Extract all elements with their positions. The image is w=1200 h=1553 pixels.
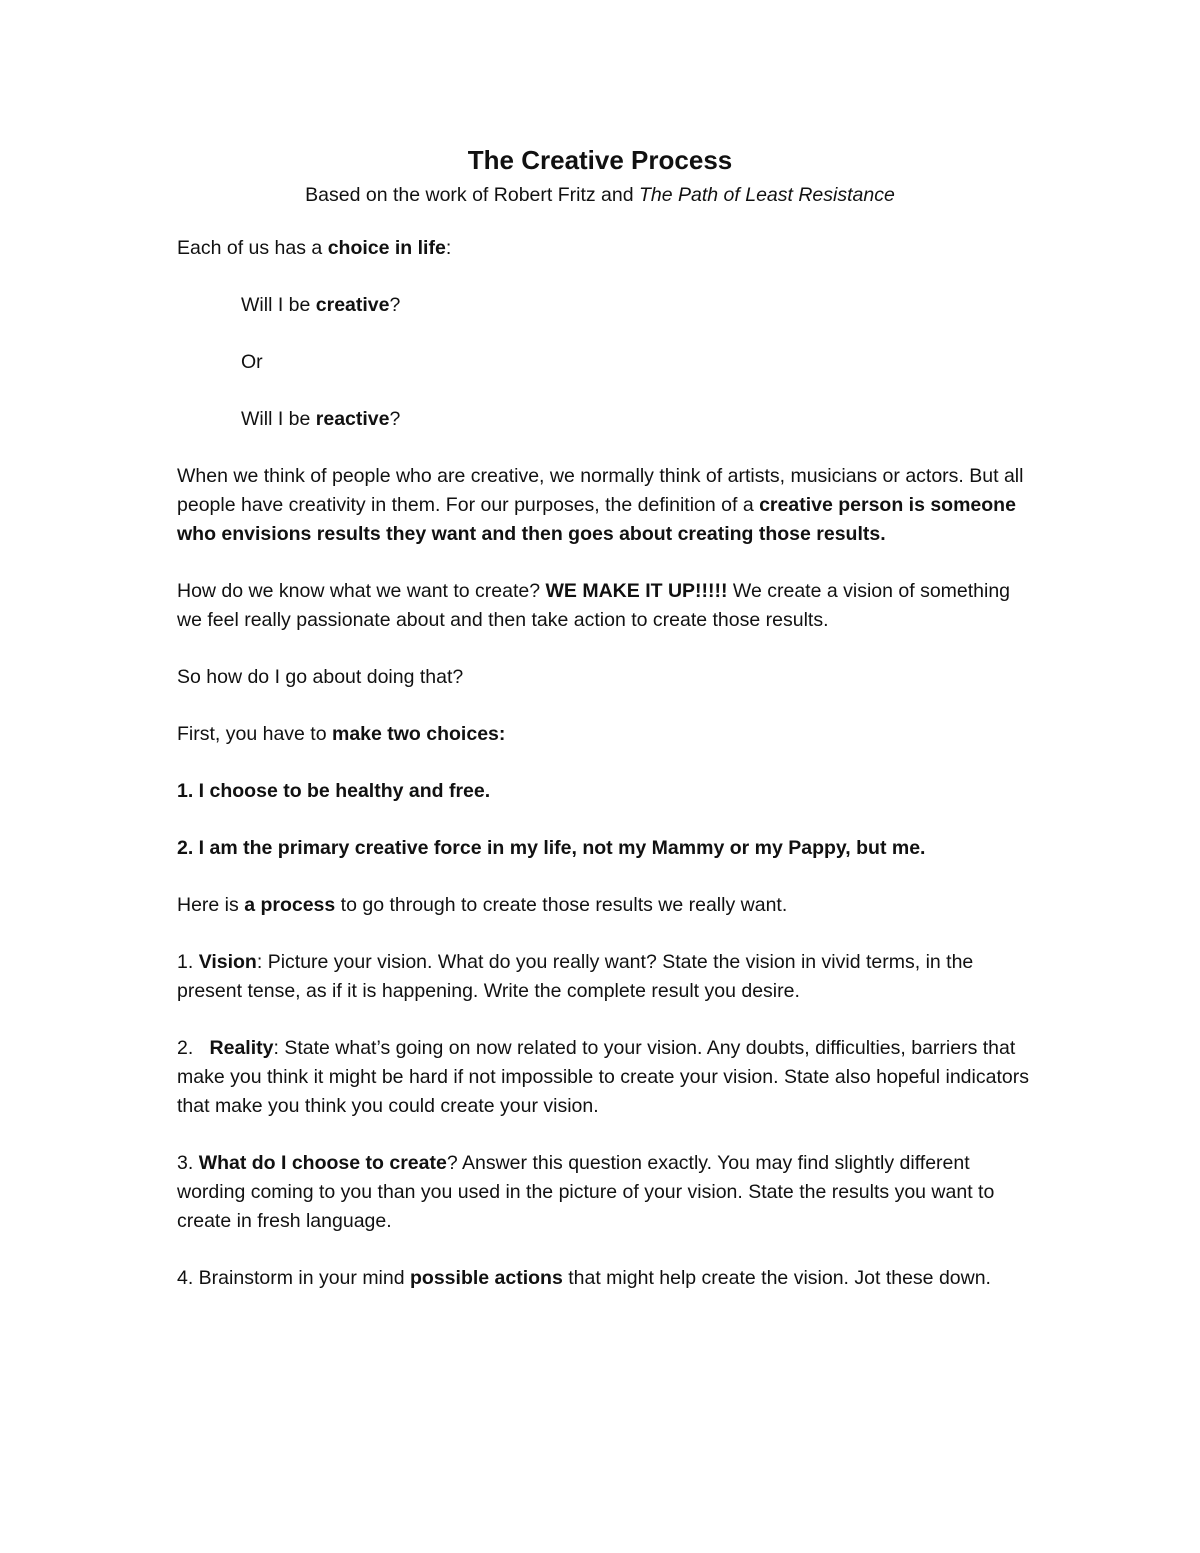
creative-people-text: When we think of people who are creative, we normally think of artists, musicians or actors. But all people have creativity in them. For our purposes, the definition of a — [177, 465, 1024, 516]
step-vision — [177, 948, 1037, 1006]
step-brainstorm-bold: possible actions — [410, 1267, 563, 1289]
subtitle-text: Based on the work of Robert Fritz and — [305, 184, 639, 206]
question-creative-suffix: ? — [389, 294, 401, 316]
step-vision-number: 1. — [177, 951, 199, 973]
how-know-paragraph — [177, 577, 1037, 635]
first-choices-text: First, you have to — [177, 723, 332, 745]
question-creative-bold: creative — [315, 294, 390, 316]
question-reactive-text: Will I be — [241, 408, 316, 430]
step-choose-number: 3. — [177, 1152, 199, 1174]
process-intro-suffix: to go through to create those results we really want. — [335, 894, 788, 916]
choice-item-1 — [177, 777, 1037, 806]
book-title: The Path of Least Resistance — [639, 184, 895, 206]
step-choose-heading: What do I choose to create — [198, 1152, 447, 1174]
step-brainstorm-suffix: that might help create the vision. Jot these down. — [562, 1267, 991, 1289]
step-brainstorm — [177, 1264, 1037, 1293]
process-intro-bold: a process — [244, 894, 336, 916]
page-title: The Creative Process — [467, 145, 733, 175]
make-it-up-bold: WE MAKE IT UP!!!!! — [545, 580, 728, 602]
choice-intro-bold: choice in life — [327, 237, 446, 259]
document-body — [177, 138, 1037, 1321]
step-reality — [177, 1034, 1037, 1121]
choice-intro-suffix: : — [445, 237, 452, 259]
question-creative — [177, 291, 1037, 320]
creative-people-paragraph — [177, 462, 1037, 549]
step-brainstorm-text: 4. Brainstorm in your mind — [177, 1267, 411, 1289]
question-reactive-suffix: ? — [389, 408, 401, 430]
question-reactive — [177, 405, 1037, 434]
step-vision-text: : Picture your vision. What do you really want? State the vision in vivid terms, in the present tense, as if it is happening. Write the complete result you desire. — [177, 951, 974, 1002]
step-reality-number: 2. — [177, 1037, 210, 1059]
first-choices-bold: make two choices: — [331, 723, 506, 745]
how-know-text: How do we know what we want to create? — [177, 580, 546, 602]
how-know-suffix: We create a vision of something we feel really passionate about and then take action to create those results. — [177, 580, 1011, 631]
choice-intro-paragraph — [177, 234, 1037, 263]
question-creative-text: Will I be — [241, 294, 316, 316]
creative-person-definition: creative person is someone who envisions results they want and then goes about creating those results. — [177, 494, 1016, 545]
process-intro-paragraph — [177, 891, 1037, 920]
step-choose — [177, 1149, 1037, 1236]
process-intro-text: Here is — [177, 894, 245, 916]
choice-item-2-text: 2. I am the primary creative force in my life, not my Mammy or my Pappy, but me. — [177, 837, 926, 859]
page-subtitle — [177, 182, 1023, 208]
first-choices-paragraph — [177, 720, 1037, 749]
or-text: Or — [241, 351, 263, 373]
step-reality-text: : State what’s going on now related to your vision. Any doubts, difficulties, barriers that make you think it might be hard if not impossible to create your vision. State also hopeful indicators that make you think you could create your vision. — [177, 1037, 1029, 1117]
choice-item-2 — [177, 834, 1037, 863]
step-reality-heading: Reality — [209, 1037, 274, 1059]
choice-item-1-text: 1. I choose to be healthy and free. — [177, 780, 491, 802]
step-vision-heading: Vision — [198, 951, 257, 973]
choice-intro-text: Each of us has a — [177, 237, 328, 259]
question-reactive-bold: reactive — [315, 408, 390, 430]
step-choose-text: ? Answer this question exactly. You may find slightly different wording coming to you than you used in the picture of your vision. State the results you want to create in fresh language. — [177, 1152, 995, 1232]
so-how-paragraph: So how do I go about doing that? — [177, 666, 464, 688]
